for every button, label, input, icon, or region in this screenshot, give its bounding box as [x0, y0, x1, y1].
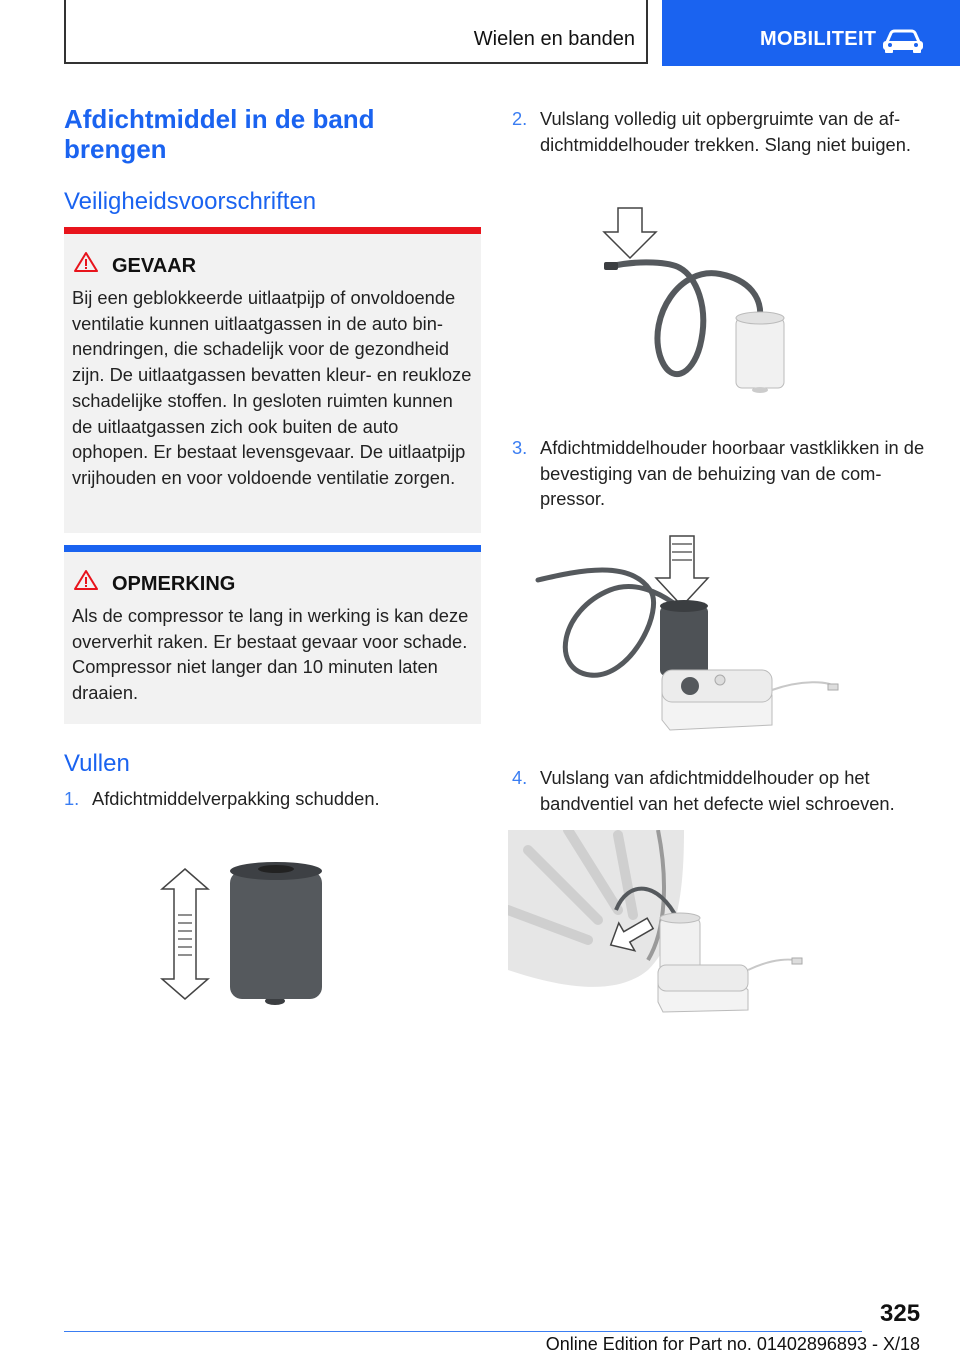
danger-title: GEVAAR	[112, 255, 197, 277]
warning-triangle-icon	[74, 251, 98, 273]
step-text: Afdichtmiddelhouder hoorbaar vastklikken in de bevestiging van de behuizing van de compressor.	[540, 437, 925, 510]
section-title: Wielen en banden	[473, 28, 635, 50]
page-heading: Afdichtmiddel in de band brengen	[64, 104, 375, 164]
notice-box	[64, 545, 481, 724]
danger-text: Bij een geblokkeerde uitlaatpijp of onvoldoende ventilatie kunnen uitlaatgassen in de auto binnendringen, die schadelijk voor de gezondheid zijn. De uitlaatgassen bevatten kleur- en reukloze schadelijke stoffen. In gesloten ruimten kunnen de uitlaatgassen zich ook buiten de auto ophopen. Er bestaat levensgevaar. De uitlaatpijp vrijhouden en voor voldoende ventilatie zorgen.	[72, 287, 472, 488]
step-text: Afdichtmiddelverpakking schudden.	[92, 788, 380, 809]
step-3	[512, 435, 932, 515]
step-number: 4.	[512, 767, 528, 788]
car-icon	[881, 28, 925, 54]
step-number: 3.	[512, 437, 528, 458]
footer-divider	[64, 1331, 862, 1332]
edition-footer: Online Edition for Part no. 01402896893 - X/18	[545, 1334, 920, 1354]
fill-heading: Vullen	[64, 750, 130, 777]
safety-heading: Veiligheidsvoorschriften	[64, 188, 317, 215]
compressor-illustration	[530, 530, 850, 745]
step-4	[512, 765, 932, 825]
warning-triangle-icon	[74, 569, 98, 591]
step-text: Vulslang volledig uit opbergruimte van de afdichtmiddelhouder trekken. Slang niet buigen.	[540, 108, 911, 155]
mobility-tab-label: MOBILITEIT	[760, 28, 877, 50]
page-number: 325	[880, 1300, 921, 1327]
tire-valve-illustration	[508, 830, 808, 1015]
step-1	[64, 786, 484, 814]
step-text: Vulslang van afdichtmiddelhouder op het bandventiel van het defecte wiel schroeven.	[540, 767, 895, 814]
hose-illustration	[600, 206, 800, 396]
danger-box	[64, 227, 481, 533]
notice-text: Als de compressor te lang in werking is kan deze oververhit raken. Er bestaat gevaar voor schade. Compressor niet langer dan 10 minuten laten draaien.	[72, 605, 469, 704]
shake-canister-illustration	[160, 855, 340, 1015]
danger-bar	[64, 227, 481, 234]
step-2	[512, 106, 932, 186]
step-number: 1.	[64, 788, 80, 809]
step-number: 2.	[512, 108, 528, 129]
notice-title: OPMERKING	[112, 573, 236, 595]
notice-bar	[64, 545, 481, 552]
